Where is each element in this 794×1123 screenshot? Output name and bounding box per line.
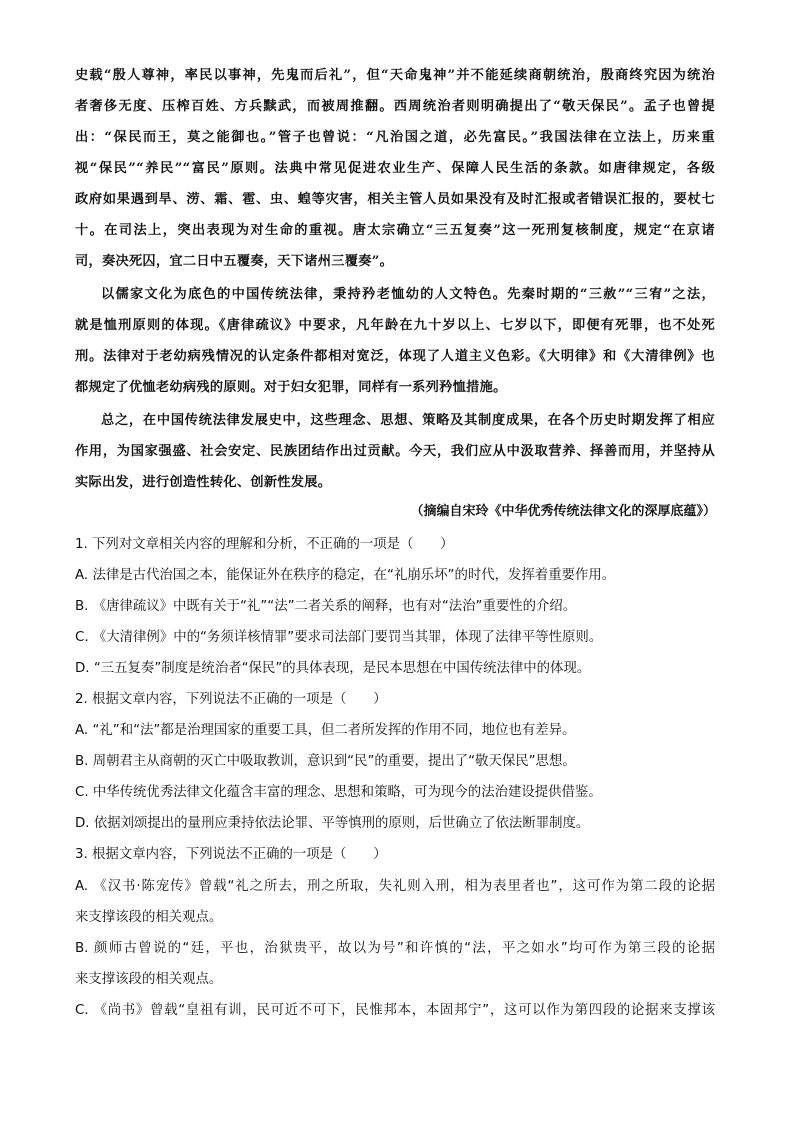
passage-line: 史载“殷人尊神，率民以事神，先鬼而后礼”，但“天命鬼神”并不能延续商朝统治，殷商终究因为统治 <box>75 68 715 83</box>
option-b: B. 《唐律疏议》中既有关于“礼”“法”二者关系的阐释，也有对“法治”重要性的介绍。 <box>75 599 577 614</box>
passage-line: 就是恤刑原则的体现。《唐律疏议》中要求，凡年龄在九十岁以上、七岁以下，即便有死罪，也不处死 <box>75 318 715 333</box>
option-b: B. 周朝君主从商朝的灭亡中吸取教训，意识到“民”的重要，提出了“敬天保民”思想。 <box>75 754 576 769</box>
passage-line: 十。在司法上，突出表现为对生命的重视。唐太宗确立“三五复奏”这一死刑复核制度，规定“在京诸 <box>75 223 715 238</box>
question-stem: 2. 根据文章内容，下列说法不正确的一项是（ ） <box>75 692 387 707</box>
passage-line: 都规定了优恤老幼病残的原则。对于妇女犯罪，同样有一系列矜恤措施。 <box>75 380 507 395</box>
passage-line: 作用，为国家强盛、社会安定、民族团结作出过贡献。今天，我们应从中汲取营养、择善而用，并坚持从 <box>75 444 715 459</box>
passage-source: （摘编自宋玲《中华优秀传统法律文化的深厚底蕴》） <box>410 504 716 519</box>
passage-line: 视“保民”“养民”“富民”原则。法典中常见促进农业生产、保障人民生活的条款。如唐律规定，各级 <box>75 161 715 176</box>
option-c: C. 《尚书》曾载“皇祖有训，民可近不可下，民惟邦本，本固邦宁”，这可以作为第四段的论据来支撑该 <box>75 1003 715 1018</box>
passage-line: 以儒家文化为底色的中国传统法律，秉持矜老恤幼的人文特色。先秦时期的“三赦”“三宥”之法， <box>101 287 715 302</box>
passage-line: 实际出发，进行创造性转化、创新性发展。 <box>75 475 332 490</box>
option-d: D. “三五复奏”制度是统治者“保民”的具体表现，是民本思想在中国传统法律中的体现。 <box>75 661 591 676</box>
passage-line: 司，奏决死囚，宜二日中五覆奏，天下诸州三覆奏”。 <box>75 254 394 269</box>
question-stem: 3. 根据文章内容，下列说法不正确的一项是（ ） <box>75 847 387 862</box>
passage-line: 刑。法律对于老幼病残情况的认定条件都相对宽泛，体现了人道主义色彩。《大明律》和《大清律例》也 <box>75 349 715 364</box>
option-d: D. 依据刘颂提出的量刑应秉持依法论罪、平等慎刑的原则，后世确立了依法断罪制度。 <box>75 816 590 831</box>
passage-line: 者奢侈无度、压榨百姓、方兵黩武，而被周推翻。西周统治者则明确提出了“敬天保民”。孟子也曾提 <box>75 99 715 114</box>
option-a: A. “礼”和“法”都是治理国家的重要工具，但二者所发挥的作用不同，地位也有差异。 <box>75 723 576 738</box>
option-b-continued: 来支撑该段的相关观点。 <box>75 972 223 987</box>
option-b: B. 颜师古曾说的“廷，平也，治狱贵平，故以为号”和许慎的“法，平之如水”均可作为第三段的论据 <box>75 941 715 956</box>
option-c: C. 《大清律例》中的“务须详核情罪”要求司法部门要罚当其罪，体现了法律平等性原则。 <box>75 630 603 645</box>
option-a: A. 《汉书·陈宠传》曾载“礼之所去，刑之所取，失礼则入刑，相为表里者也”，这可作为第二段的论据 <box>75 879 715 894</box>
option-c: C. 中华传统优秀法律文化蕴含丰富的理念、思想和策略，可为现今的法治建设提供借鉴。 <box>75 785 602 800</box>
passage-line: 政府如果遇到旱、涝、霜、雹、虫、蝗等灾害，相关主管人员如果没有及时汇报或者错误汇报的，要杖七 <box>75 192 715 207</box>
question-stem: 1. 下列对文章相关内容的理解和分析，不正确的一项是（ ） <box>75 537 454 552</box>
option-a-continued: 来支撑该段的相关观点。 <box>75 910 223 925</box>
passage-line: 出：“保民而王，莫之能御也。”管子也曾说：“凡治国之道，必先富民。”我国法律在立法上，历来重 <box>75 130 715 145</box>
passage-line: 总之，在中国传统法律发展史中，这些理念、思想、策略及其制度成果，在各个历史时期发挥了相应 <box>101 413 715 428</box>
option-a: A. 法律是古代治国之本，能保证外在秩序的稳定，在“礼崩乐坏”的时代，发挥着重要作用。 <box>75 568 616 583</box>
